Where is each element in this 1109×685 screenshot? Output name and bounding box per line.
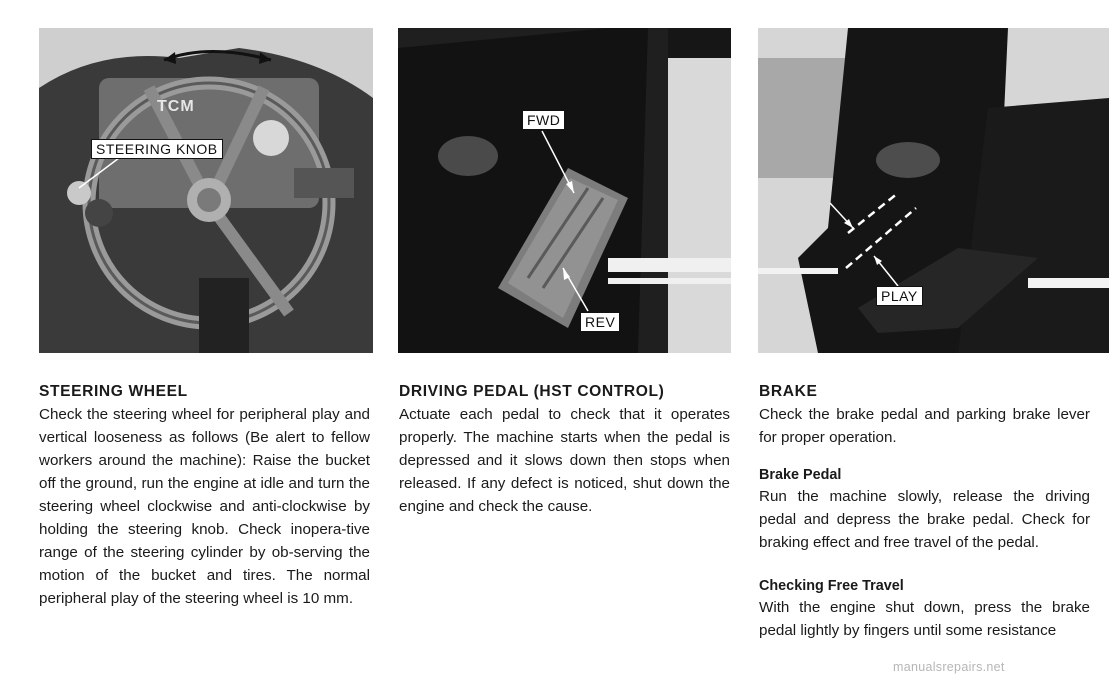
steering-wheel-illustration — [39, 28, 373, 353]
fwd-callout: FWD — [522, 110, 565, 130]
checking-free-travel-body: With the engine shut down, press the brake pedal lightly by fingers until some resistance — [759, 599, 1090, 639]
steering-wheel-photo — [39, 28, 373, 353]
checking-free-travel-subheading: Checking Free Travel — [759, 578, 904, 594]
steering-wheel-body: Check the steering wheel for peripheral play and vertical looseness as follows (Be alert to fellow workers around the machine): Raise the bucket off the ground, run the engine at idle and turn the steering wheel clockwise and anti-clockwise by holding the steering knob. Check inopera-tive range of the steering cylinder by ob-serving the motion of the bucket and tires. The normal peripheral play of the steering wheel is 10 mm. — [39, 406, 370, 607]
brake-pedal-subheading: Brake Pedal — [759, 467, 842, 483]
steering-knob-callout: STEERING KNOB — [91, 139, 223, 159]
brake-pedal-body: Run the machine slowly, release the driving pedal and depress the brake pedal. Check for braking effect and free travel of the pedal. — [759, 488, 1090, 551]
brake-section — [759, 382, 1090, 642]
driving-pedal-illustration — [398, 28, 731, 353]
steering-wheel-heading: STEERING WHEEL — [39, 383, 188, 400]
tcm-logo: TCM — [157, 98, 195, 115]
brake-photo — [758, 28, 1109, 353]
driving-pedal-body: Actuate each pedal to check that it operates properly. The machine starts when the pedal is depressed and it slows down then stops when released. If any defect is noticed, shut down the engine and check the cause. — [399, 406, 730, 515]
driving-pedal-heading: DRIVING PEDAL (HST CONTROL) — [399, 383, 665, 400]
driving-pedal-photo — [398, 28, 731, 353]
brake-heading: BRAKE — [759, 383, 818, 400]
brake-illustration — [758, 28, 1109, 353]
rev-callout: REV — [580, 312, 620, 332]
brake-intro: Check the brake pedal and parking brake lever for proper operation. — [759, 406, 1090, 446]
steering-wheel-section — [39, 382, 370, 610]
watermark: manualsrepairs.net — [893, 660, 1005, 674]
driving-pedal-section — [399, 382, 730, 518]
play-callout: PLAY — [876, 286, 923, 306]
